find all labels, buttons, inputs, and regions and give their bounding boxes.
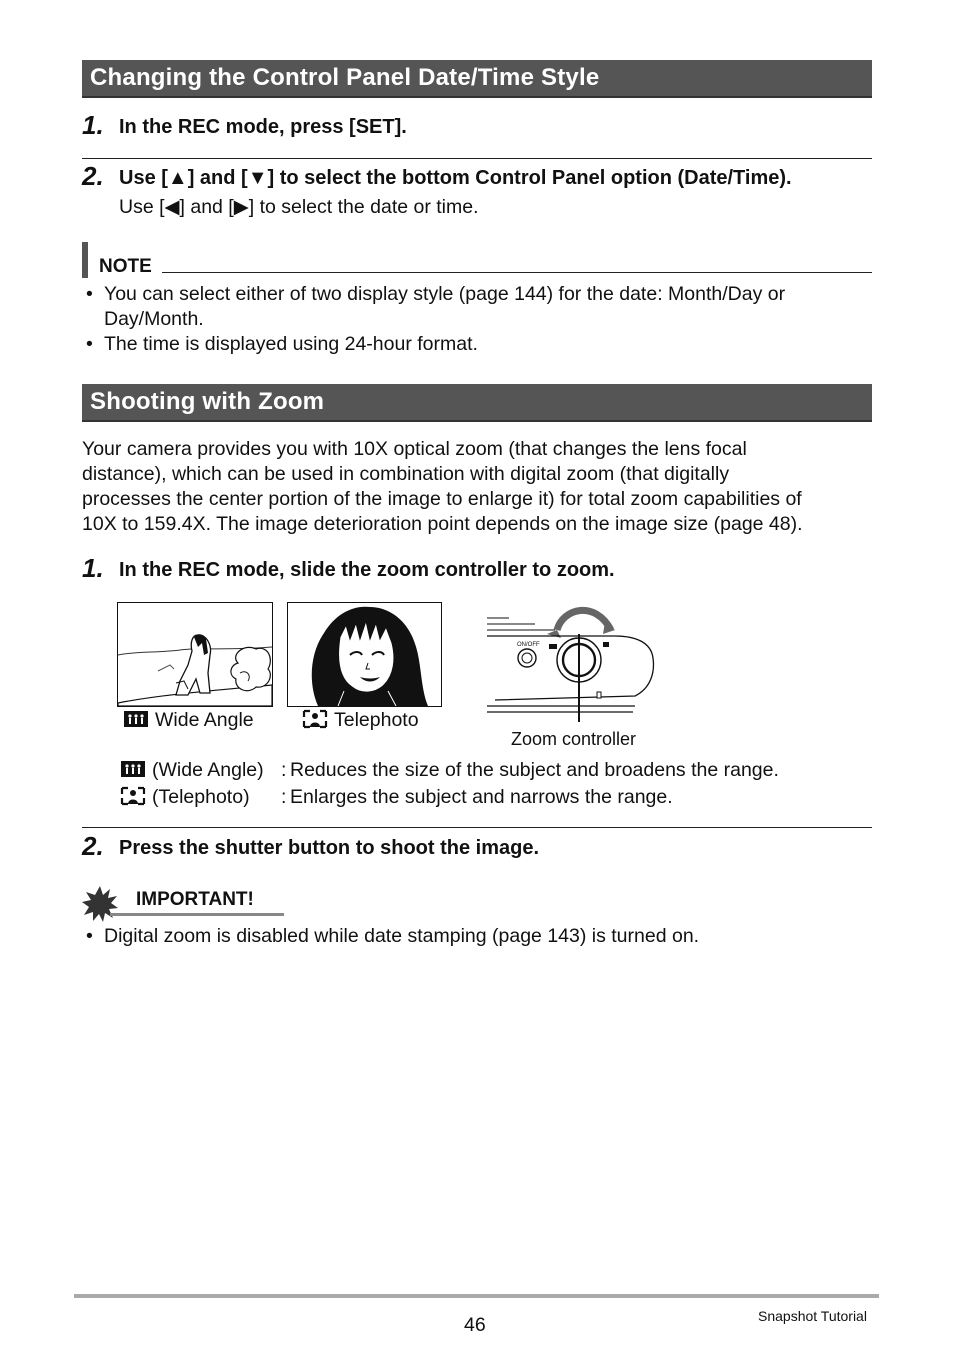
section-header-date-time-style [82, 60, 872, 98]
definition-description: Reduces the size of the subject and broadens the range. [290, 759, 779, 781]
definition-separator: : [281, 786, 287, 808]
wide-angle-illustration [117, 602, 273, 707]
camera-top-icon [485, 596, 657, 726]
bullet-glyph: • [86, 283, 93, 305]
note-label: NOTE [99, 256, 152, 277]
telephoto-illustration [287, 602, 442, 707]
page-number: 46 [464, 1314, 486, 1336]
wide-angle-icon [120, 759, 146, 779]
step-subtext: Use [◀] and [▶] to select the date or time. [119, 196, 479, 218]
step-instruction: In the REC mode, press [SET]. [119, 116, 407, 138]
step-instruction: In the REC mode, slide the zoom controller to zoom. [119, 559, 615, 581]
wide-angle-caption: Wide Angle [123, 709, 254, 732]
step-instruction: Use [▲] and [▼] to select the bottom Control Panel option (Date/Time). [119, 167, 792, 189]
intro-line: 10X to 159.4X. The image deterioration point depends on the image size (page 48). [82, 513, 803, 535]
important-bullet-text: Digital zoom is disabled while date stamping (page 143) is turned on. [104, 925, 700, 947]
important-underline [110, 913, 284, 916]
intro-line: Your camera provides you with 10X optical zoom (that changes the lens focal [82, 438, 747, 460]
note-marker [82, 242, 88, 278]
step-number: 2. [82, 831, 104, 861]
telephoto-icon [120, 786, 146, 806]
right-arrow-icon: ▶ [233, 196, 249, 218]
intro-line: distance), which can be used in combination with digital zoom (that digitally [82, 463, 730, 485]
zoom-controller-caption: Zoom controller [511, 729, 637, 749]
chapter-name: Snapshot Tutorial [758, 1308, 867, 1324]
telephoto-icon [302, 709, 328, 729]
intro-line: processes the center portion of the image to enlarge it) for total zoom capabilities of [82, 488, 802, 510]
starburst-icon [82, 886, 118, 922]
step-number: 1. [82, 110, 104, 140]
step-instruction: Press the shutter button to shoot the image. [119, 837, 540, 859]
note-bullet-text: Day/Month. [104, 308, 204, 330]
down-arrow-icon: ▼ [247, 167, 268, 189]
section-title: Shooting with Zoom [90, 388, 325, 415]
note-rule [162, 272, 872, 273]
left-arrow-icon: ◀ [164, 196, 180, 218]
step-number: 2. [82, 161, 104, 191]
note-bullet-text: You can select either of two display style (page 144) for the date: Month/Day or [104, 283, 786, 305]
zoom-controller-leader-line [578, 634, 580, 722]
definition-wide: (Wide Angle) [120, 757, 264, 784]
divider [82, 158, 872, 159]
bullet-glyph: • [86, 925, 93, 947]
definition-description: Enlarges the subject and narrows the range. [290, 786, 673, 808]
up-arrow-icon: ▲ [167, 167, 188, 189]
definition-tele: (Telephoto) [120, 784, 250, 811]
section-title: Changing the Control Panel Date/Time Style [90, 64, 600, 91]
wide-angle-icon [123, 709, 149, 729]
bullet-glyph: • [86, 333, 93, 355]
important-label: IMPORTANT! [136, 889, 254, 910]
step-number: 1. [82, 553, 104, 583]
camera-illustration [485, 596, 657, 726]
portrait-scene-icon [288, 603, 441, 706]
note-bullet-text: The time is displayed using 24-hour format. [104, 333, 478, 355]
section-header-zoom [82, 384, 872, 422]
wide-scene-icon [118, 603, 272, 706]
divider [82, 827, 872, 828]
telephoto-caption: Telephoto [302, 709, 419, 732]
definition-separator: : [281, 759, 287, 781]
camera-onoff-label: ON/OFF [517, 642, 540, 648]
footer-rule [74, 1294, 879, 1298]
